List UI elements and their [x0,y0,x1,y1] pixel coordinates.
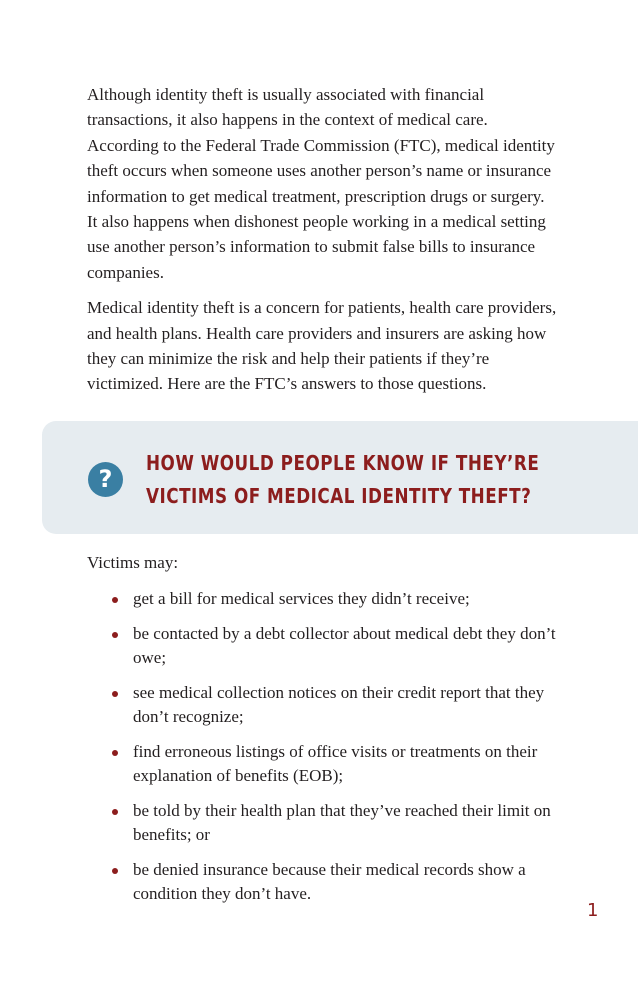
intro-paragraph-2: Medical identity theft is a concern for patients, health care providers, and health plans. Health care providers and insurers are asking how they can minimize the risk and help their patients if they’re victimized. Here are the FTC’s answers to those questions. [87,298,557,394]
bullet-icon [112,691,118,697]
list-item [87,681,567,730]
page-number: 1 [587,900,599,921]
intro-section [87,82,557,407]
list-item-text: be contacted by a debt collector about medical debt they don’t owe; [133,623,556,667]
list-item-text: be denied insurance because their medical records show a condition they don’t have. [133,859,526,903]
list-item [87,740,567,789]
question-heading-line-1: HOW WOULD PEOPLE KNOW IF THEY’RE [146,451,540,475]
list-item [87,622,567,671]
question-mark-icon: ? [88,462,123,497]
bullet-icon [112,809,118,815]
question-heading-line-2: VICTIMS OF MEDICAL IDENTITY THEFT? [146,484,532,508]
intro-paragraph-1: Although identity theft is usually associated with financial transactions, it also happens in the context of medical care. According to the Federal Trade Commission (FTC), medical identity theft occurs when someone uses another person’s name or insurance information to get medical treatment, prescription drugs or surgery. It also happens when dishonest people working in a medical setting use another person’s information to submit false bills to insurance companies. [87,85,555,282]
bullet-icon [112,868,118,874]
bullet-icon [112,597,118,603]
victims-intro: Victims may: [87,553,179,572]
victims-list [87,587,567,917]
bullet-icon [112,750,118,756]
list-item [87,587,567,612]
list-item-text: be told by their health plan that they’ve reached their limit on benefits; or [133,800,551,844]
list-item-text: find erroneous listings of office visits or treatments on their explanation of benefits (EOB); [133,741,538,785]
list-item-text: see medical collection notices on their credit report that they don’t recognize; [133,682,545,726]
list-item-text: get a bill for medical services they didn’t receive; [133,589,470,608]
list-item [87,858,567,907]
bullet-icon [112,632,118,638]
list-item [87,799,567,848]
question-heading [146,447,540,513]
